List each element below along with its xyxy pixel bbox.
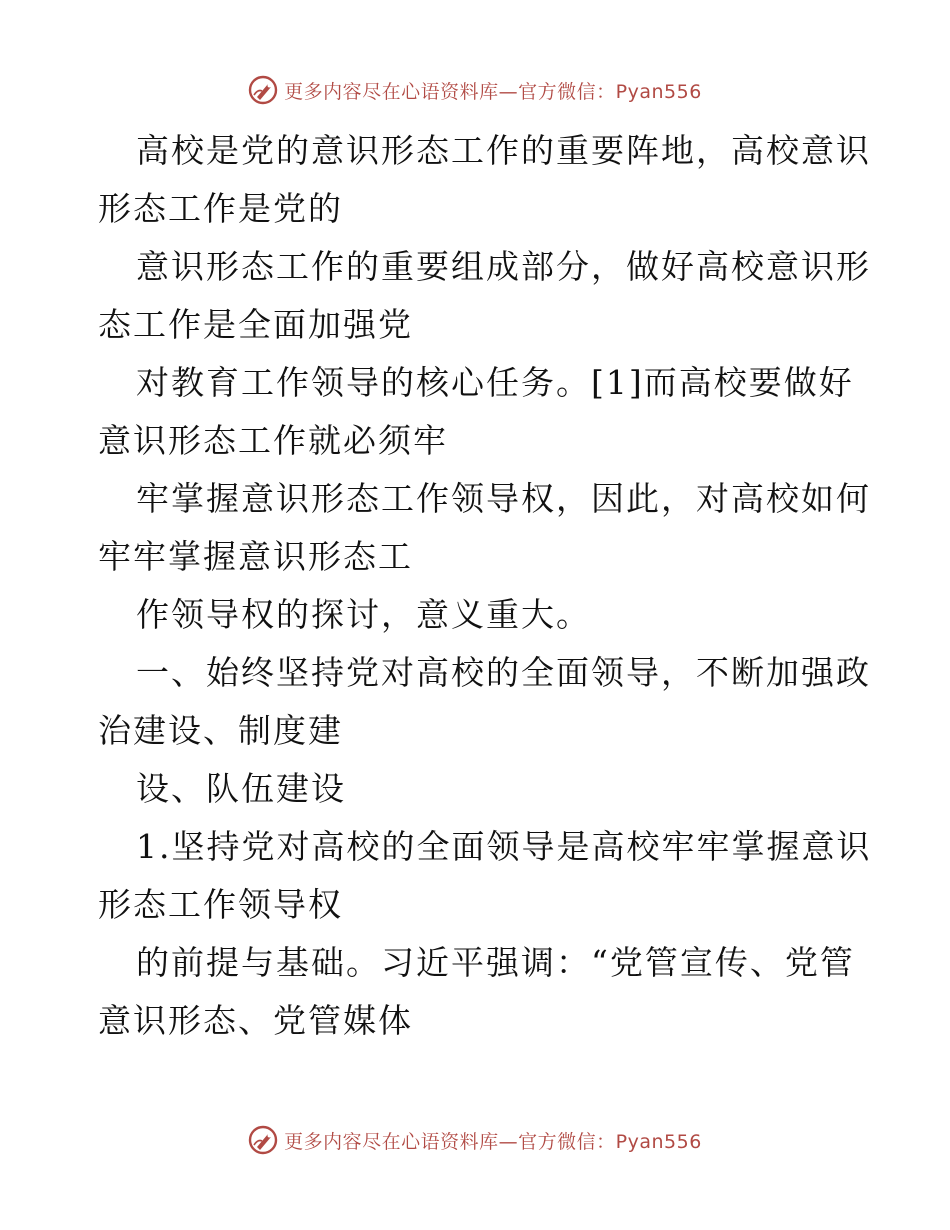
paragraph-continuation-line: 意识形态工作就必须牢 xyxy=(98,421,448,460)
header-banner-text: 更多内容尽在心语资料库—官方微信：Pyan556 xyxy=(284,80,702,103)
paragraph-first-line: 1.坚持党对高校的全面领导是高校牢牢掌握意识 xyxy=(136,827,872,866)
paragraph-first-line: 高校是党的意识形态工作的重要阵地，高校意识 xyxy=(136,131,871,170)
document-body xyxy=(98,122,872,1050)
paragraph xyxy=(98,760,858,818)
paragraph-first-line: 一、始终坚持党对高校的全面领导，不断加强政 xyxy=(136,653,871,692)
paragraph-continuation-line: 态工作是全面加强党 xyxy=(98,305,413,344)
paragraph-first-line: 作领导权的探讨，意义重大。 xyxy=(136,595,591,634)
paragraph-first-line: 设、队伍建设 xyxy=(136,769,346,808)
paragraph xyxy=(98,238,871,354)
paragraph xyxy=(98,470,871,586)
paragraph-first-line: 对教育工作领导的核心任务。[1]而高校要做好 xyxy=(136,363,854,402)
paragraph-first-line: 的前提与基础。习近平强调：“党管宣传、党管 xyxy=(136,943,855,982)
header-banner xyxy=(0,70,950,110)
footer-banner xyxy=(0,1120,950,1160)
paragraph xyxy=(98,586,858,644)
pen-nib-logo-icon xyxy=(248,75,278,105)
pen-nib-logo-icon xyxy=(248,1125,278,1155)
paragraph xyxy=(98,934,858,1050)
paragraph xyxy=(98,122,871,238)
paragraph-continuation-line: 意识形态、党管媒体 xyxy=(98,1001,413,1040)
paragraph xyxy=(98,818,872,934)
paragraph-continuation-line: 形态工作领导权 xyxy=(98,885,343,924)
paragraph-continuation-line: 形态工作是党的 xyxy=(98,189,343,228)
footer-banner-text: 更多内容尽在心语资料库—官方微信：Pyan556 xyxy=(284,1130,702,1153)
paragraph xyxy=(98,354,858,470)
paragraph-first-line: 意识形态工作的重要组成部分，做好高校意识形 xyxy=(136,247,871,286)
paragraph-continuation-line: 治建设、制度建 xyxy=(98,711,343,750)
paragraph-continuation-line: 牢牢掌握意识形态工 xyxy=(98,537,413,576)
paragraph xyxy=(98,644,871,760)
paragraph-first-line: 牢掌握意识形态工作领导权，因此，对高校如何 xyxy=(136,479,871,518)
